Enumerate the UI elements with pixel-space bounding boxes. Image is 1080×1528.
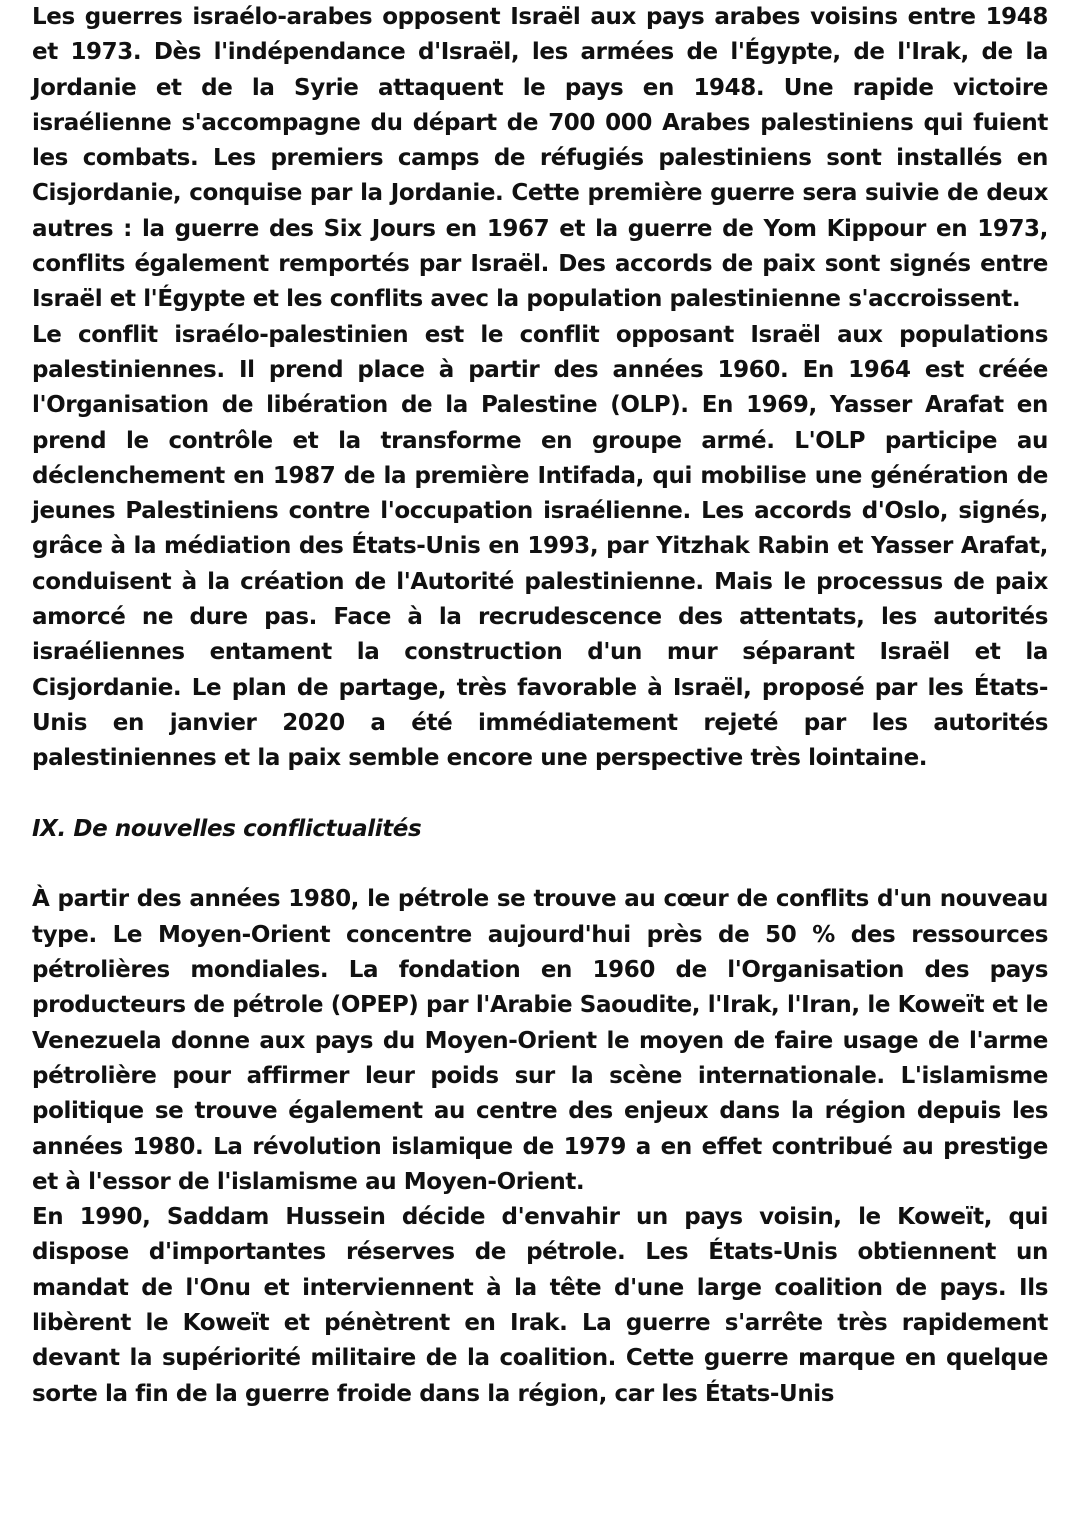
section-heading: IX. De nouvelles conflictualités xyxy=(32,815,422,842)
document-page xyxy=(32,0,1048,1412)
paragraph-arab-israeli-wars: Les guerres israélo-arabes opposent Israël aux pays arabes voisins entre 1948 et 1973. Dès l'indépendance d'Israël, les armées de l'Égypte, de l'Irak, de la Jordanie et de la Syrie attaquent le pays en 1948. Une rapide victoire israélienne s'accompagne du départ de 700 000 Arabes palestiniens qui fuient les combats. Les premiers camps de réfugiés palestiniens sont installés en Cisjordanie, conquise par la Jordanie. Cette première guerre sera suivie de deux autres : la guerre des Six Jours en 1967 et la guerre de Yom Kippour en 1973, conflits également remportés par Israël. Des accords de paix sont signés entre Israël et l'Égypte et les conflits avec la population palestinienne s'accroissent. xyxy=(32,4,1048,313)
spacer xyxy=(32,777,1048,812)
spacer xyxy=(32,847,1048,882)
paragraph-oil-conflicts: À partir des années 1980, le pétrole se trouve au cœur de conflits d'un nouveau type. Le Moyen-Orient concentre aujourd'hui près de 50 % des ressources pétrolières mondiales. La fondation en 1960 de l'Organisation des pays producteurs de pétrole (OPEP) par l'Arabie Saoudite, l'Irak, l'Iran, le Koweït et le Venezuela donne aux pays du Moyen-Orient le moyen de faire usage de l'arme pétrolière pour affirmer leur poids sur la scène internationale. L'islamisme politique se trouve également au centre des enjeux dans la région depuis les années 1980. La révolution islamique de 1979 a en effet contribué au prestige et à l'essor de l'islamisme au Moyen-Orient. xyxy=(32,886,1048,1195)
paragraph-gulf-war: En 1990, Saddam Hussein décide d'envahir un pays voisin, le Koweït, qui dispose d'importantes réserves de pétrole. Les États-Unis obtiennent un mandat de l'Onu et interviennent à la tête d'une large coalition de pays. Ils libèrent le Koweït et pénètrent en Irak. La guerre s'arrête très rapidement devant la supériorité militaire de la coalition. Cette guerre marque en quelque sorte la fin de la guerre froide dans la région, car les États-Unis xyxy=(32,1204,1048,1407)
paragraph-israeli-palestinian-conflict: Le conflit israélo-palestinien est le conflit opposant Israël aux populations palestiniennes. Il prend place à partir des années 1960. En 1964 est créée l'Organisation de libération de la Palestine (OLP). En 1969, Yasser Arafat en prend le contrôle et la transforme en groupe armé. L'OLP participe au déclenchement en 1987 de la première Intifada, qui mobilise une génération de jeunes Palestiniens contre l'occupation israélienne. Les accords d'Oslo, signés, grâce à la médiation des États-Unis en 1993, par Yitzhak Rabin et Yasser Arafat, conduisent à la création de l'Autorité palestinienne. Mais le processus de paix amorcé ne dure pas. Face à la recrudescence des attentats, les autorités israéliennes entament la construction d'un mur séparant Israël et la Cisjordanie. Le plan de partage, très favorable à Israël, proposé par les États-Unis en janvier 2020 a été immédiatement rejeté par les autorités palestiniennes et la paix semble encore une perspective très lointaine. xyxy=(32,321,1048,772)
